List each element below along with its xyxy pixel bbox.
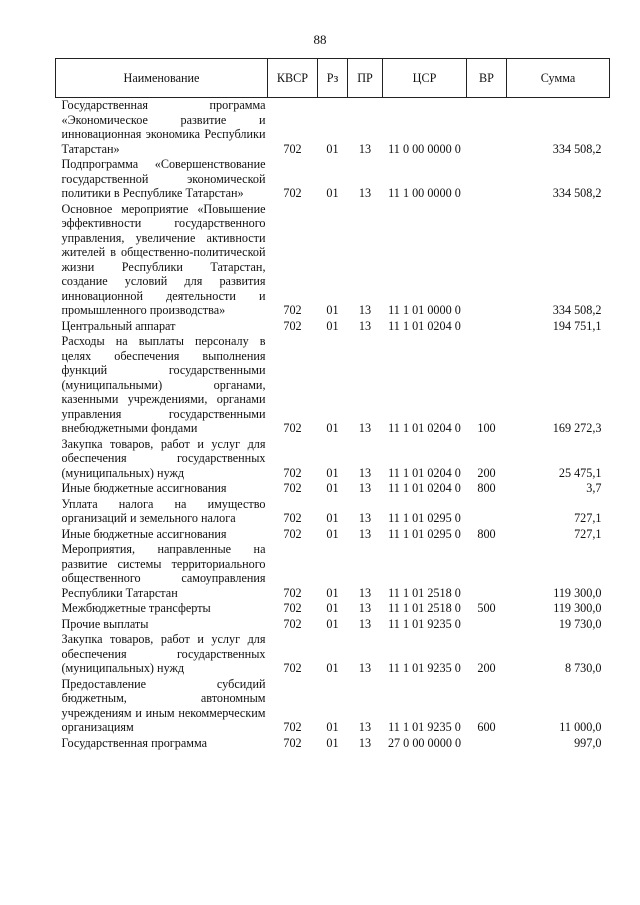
cell-pr: 13 — [358, 720, 372, 734]
cell-rz: 01 — [326, 661, 339, 675]
cell-sum: 119 300,0 — [553, 601, 602, 615]
cell-vr — [467, 319, 507, 335]
cell-rz: 01 — [326, 318, 339, 333]
header-vr: ВР — [467, 59, 507, 98]
cell-csr: 11 1 01 0204 0 — [388, 481, 461, 495]
cell-sum: 119 300,0 — [553, 585, 602, 600]
cell-kvsr: 702 — [283, 585, 302, 600]
cell-name: Иные бюджетные ассигнования — [61, 481, 227, 495]
cell-rz: 01 — [326, 481, 339, 495]
cell-rz: 01 — [326, 511, 339, 525]
table-row — [56, 481, 610, 497]
cell-pr: 13 — [358, 661, 372, 675]
cell-sum: 727,1 — [574, 526, 602, 541]
cell-name: Государственная программа «Экономическое развитие и инновационная экономика Республики Татарстан» — [61, 98, 266, 156]
cell-sum: 727,1 — [574, 511, 602, 525]
cell-kvsr: 702 — [283, 421, 302, 435]
cell-kvsr: 702 — [283, 616, 302, 631]
cell-vr: 200 — [477, 465, 496, 480]
cell-kvsr: 702 — [283, 601, 302, 615]
cell-kvsr: 702 — [283, 141, 302, 156]
cell-name: Государственная программа — [61, 735, 208, 750]
cell-name: Уплата налога на имущество организаций и земельного налога — [61, 496, 266, 525]
cell-vr — [467, 736, 507, 752]
cell-csr: 11 1 01 9235 0 — [388, 661, 461, 675]
cell-csr: 11 1 01 0204 0 — [388, 421, 461, 435]
table-row — [56, 601, 610, 617]
cell-pr: 13 — [358, 141, 372, 156]
cell-csr: 11 0 00 0000 0 — [388, 141, 461, 156]
table-row — [56, 157, 610, 202]
cell-rz: 01 — [326, 616, 339, 631]
cell-csr: 11 1 01 9235 0 — [388, 720, 461, 734]
cell-sum: 25 475,1 — [558, 465, 602, 480]
cell-rz: 01 — [326, 141, 339, 156]
header-sum: Сумма — [507, 59, 610, 98]
cell-name: Мероприятия, направленные на развитие системы территориального общественного самоуправления Республики Татарстан — [61, 542, 266, 600]
cell-sum: 8 730,0 — [564, 661, 602, 675]
cell-kvsr: 702 — [283, 318, 302, 333]
cell-csr: 11 1 01 0000 0 — [388, 303, 461, 317]
cell-pr: 13 — [358, 421, 372, 435]
cell-sum: 3,7 — [586, 481, 602, 495]
cell-pr: 13 — [358, 585, 372, 600]
table-header-row — [56, 59, 610, 98]
cell-name: Центральный аппарат — [61, 318, 176, 333]
cell-csr: 27 0 00 0000 0 — [387, 735, 462, 750]
cell-vr — [467, 497, 507, 527]
table-row — [56, 632, 610, 677]
cell-vr: 100 — [477, 421, 496, 435]
cell-vr — [467, 157, 507, 202]
cell-sum: 334 508,2 — [552, 141, 602, 156]
cell-kvsr: 702 — [283, 735, 302, 750]
cell-pr: 13 — [358, 735, 372, 750]
cell-kvsr: 702 — [283, 186, 302, 200]
cell-name: Прочие выплаты — [61, 616, 149, 631]
cell-pr: 13 — [358, 186, 372, 200]
cell-name: Подпрограмма «Совершенствование государственной экономической политики в Республике Татарстан» — [61, 157, 266, 200]
table-row — [56, 527, 610, 543]
cell-vr: 600 — [477, 720, 496, 734]
cell-sum: 11 000,0 — [559, 720, 602, 734]
cell-sum: 334 508,2 — [552, 303, 602, 317]
cell-name: Закупка товаров, работ и услуг для обеспечения государственных (муниципальных) нужд — [61, 632, 266, 675]
cell-pr: 13 — [358, 526, 372, 541]
cell-pr: 13 — [358, 511, 372, 525]
cell-pr: 13 — [358, 318, 372, 333]
cell-pr: 13 — [358, 616, 372, 631]
cell-rz: 01 — [326, 465, 339, 480]
cell-name: Закупка товаров, работ и услуг для обеспечения государственных (муниципальных) нужд — [61, 436, 266, 480]
table-row — [56, 617, 610, 633]
cell-vr: 800 — [477, 481, 496, 495]
cell-vr: 500 — [477, 601, 496, 615]
cell-name: Предоставление субсидий бюджетным, автономным учреждениям и иным некоммерческим организациям — [61, 676, 266, 734]
cell-sum: 997,0 — [574, 735, 602, 750]
cell-rz: 01 — [326, 186, 339, 200]
cell-csr: 11 1 01 0295 0 — [388, 511, 461, 525]
cell-vr — [467, 617, 507, 633]
cell-csr: 11 1 01 0295 0 — [388, 526, 461, 541]
table-row — [56, 334, 610, 437]
cell-vr — [467, 98, 507, 158]
cell-csr: 11 1 01 2518 0 — [388, 585, 461, 600]
cell-vr: 200 — [477, 661, 496, 675]
cell-kvsr: 702 — [283, 465, 302, 480]
cell-rz: 01 — [326, 720, 339, 734]
cell-rz: 01 — [326, 585, 339, 600]
cell-sum: 169 272,3 — [552, 421, 602, 435]
cell-kvsr: 702 — [283, 303, 302, 317]
cell-csr: 11 1 01 0204 0 — [388, 465, 461, 480]
table-row — [56, 736, 610, 752]
header-name: Наименование — [56, 59, 268, 98]
cell-kvsr: 702 — [283, 511, 302, 525]
cell-name: Межбюджетные трансферты — [61, 601, 211, 615]
cell-rz: 01 — [326, 601, 339, 615]
table-row — [56, 497, 610, 527]
cell-vr — [467, 542, 507, 601]
table-row — [56, 542, 610, 601]
cell-pr: 13 — [358, 465, 372, 480]
table-row — [56, 319, 610, 335]
table-row — [56, 202, 610, 319]
cell-pr: 13 — [358, 601, 372, 615]
cell-sum: 19 730,0 — [558, 616, 602, 631]
cell-kvsr: 702 — [283, 661, 302, 675]
cell-pr: 13 — [358, 481, 372, 495]
table-body — [56, 98, 610, 752]
table-row — [56, 677, 610, 736]
cell-kvsr: 702 — [283, 720, 302, 734]
cell-rz: 01 — [326, 735, 339, 750]
budget-table — [55, 58, 610, 751]
cell-name: Иные бюджетные ассигнования — [61, 526, 227, 541]
cell-rz: 01 — [326, 303, 339, 317]
cell-vr: 800 — [477, 526, 496, 541]
header-rz: Рз — [318, 59, 348, 98]
cell-pr: 13 — [358, 303, 372, 317]
cell-rz: 01 — [326, 421, 339, 435]
header-pr: ПР — [348, 59, 383, 98]
cell-csr: 11 1 01 0204 0 — [388, 318, 461, 333]
table-row — [56, 98, 610, 158]
header-kvsr: КВСР — [268, 59, 318, 98]
header-csr: ЦСР — [383, 59, 467, 98]
cell-sum: 194 751,1 — [552, 318, 602, 333]
table-row — [56, 437, 610, 482]
cell-vr — [467, 202, 507, 319]
cell-csr: 11 1 01 9235 0 — [388, 616, 461, 631]
page-number: 88 — [313, 32, 327, 47]
cell-sum: 334 508,2 — [552, 186, 602, 200]
cell-rz: 01 — [326, 526, 339, 541]
cell-kvsr: 702 — [283, 526, 302, 541]
cell-name: Основное мероприятие «Повышение эффективности государственного управления, увеличение активности жителей в общественно-политической жизни Республики Татарстан, создание условий для развития инновационной деятельности и промышленного производства» — [61, 201, 266, 317]
cell-csr: 11 1 01 2518 0 — [388, 601, 461, 615]
cell-name: Расходы на выплаты персоналу в целях обеспечения выполнения функций государственными (муниципальными) органами, казенными учреждениями, органами управления государственными внебюджетными фондами — [61, 334, 266, 435]
cell-csr: 11 1 00 0000 0 — [388, 186, 461, 200]
cell-kvsr: 702 — [283, 481, 302, 495]
